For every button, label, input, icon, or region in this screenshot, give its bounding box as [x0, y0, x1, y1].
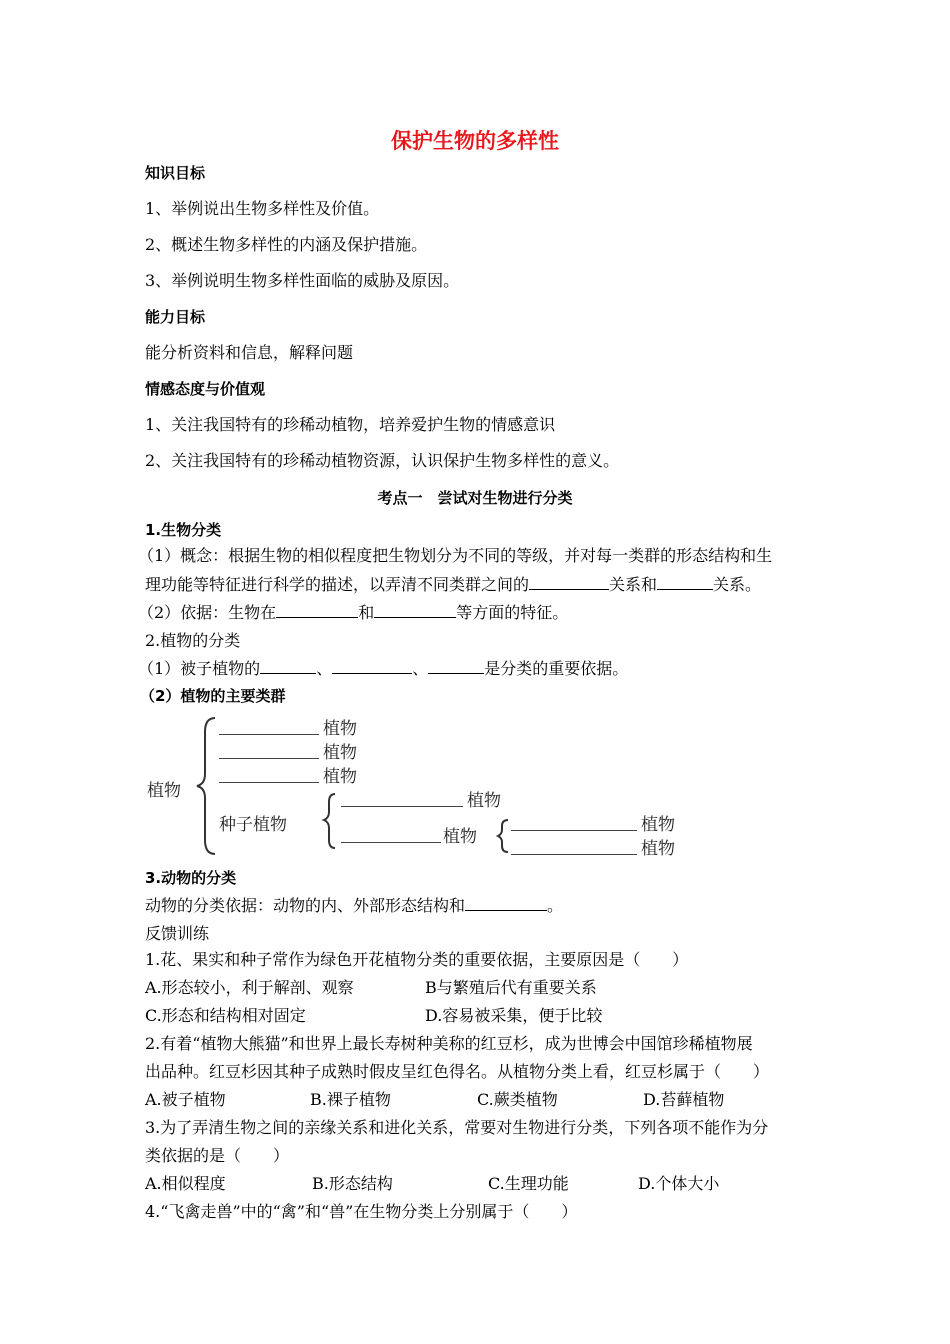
- attitude-item: 2、关注我国特有的珍稀动植物资源，认识保护生物多样性的意义。: [145, 451, 620, 470]
- question-stem: 出品种。红豆杉因其种子成熟时假皮呈红色得名。从植物分类上看，红豆杉属于（ ）: [145, 1062, 770, 1081]
- question-stem: 类依据的是（ ）: [145, 1146, 290, 1165]
- fill-blank[interactable]: [374, 603, 456, 618]
- diagram-blank[interactable]: [511, 830, 637, 831]
- seed-brace: [324, 794, 335, 848]
- fill-blank[interactable]: [332, 659, 412, 674]
- fill-blank[interactable]: [465, 896, 547, 911]
- attitude-item: 1、关注我国特有的珍稀动植物，培养爱护生物的情感意识: [145, 415, 556, 434]
- knowledge-item: 2、概述生物多样性的内涵及保护措施。: [145, 235, 428, 254]
- sub-brace: [498, 820, 508, 852]
- diagram-blank[interactable]: [341, 842, 441, 843]
- question-stem: 2.有着“植物大熊猫”和世界上最长寿树种美称的红豆杉，成为世博会中国馆珍稀植物展: [145, 1034, 753, 1053]
- diagram-blank[interactable]: [219, 734, 319, 735]
- diagram-suffix: 植物: [323, 719, 357, 739]
- fill-blank[interactable]: [276, 603, 358, 618]
- option-b[interactable]: B.裸子植物: [310, 1090, 391, 1109]
- knowledge-heading: 知识目标: [145, 164, 206, 182]
- diagram-blank[interactable]: [219, 782, 319, 783]
- knowledge-item: 3、举例说明生物多样性面临的威胁及原因。: [145, 271, 460, 290]
- diagram-blank[interactable]: [219, 758, 319, 759]
- section-heading: 考点一 尝试对生物进行分类: [377, 489, 573, 507]
- concept-line: （1）概念：根据生物的相似程度把生物划分为不同的等级，并对每一类群的形态结构和生: [138, 546, 773, 565]
- fill-blank[interactable]: [657, 575, 713, 590]
- fill-blank[interactable]: [428, 659, 484, 674]
- ability-text: 能分析资料和信息，解释问题: [145, 343, 354, 362]
- diagram-suffix: 植物: [443, 827, 477, 847]
- option-d[interactable]: D.个体大小: [638, 1174, 720, 1193]
- animal-basis-line: 动物的分类依据：动物的内、外部形态结构和 。: [145, 896, 564, 915]
- knowledge-item: 1、举例说出生物多样性及价值。: [145, 199, 380, 218]
- diagram-blank[interactable]: [511, 854, 637, 855]
- option-b[interactable]: B与繁殖后代有重要关系: [425, 978, 597, 997]
- option-d[interactable]: D.容易被采集，便于比较: [425, 1006, 603, 1025]
- plant-heading: 2.植物的分类: [145, 631, 241, 650]
- concept-line-2: 理功能等特征进行科学的描述，以弄清不同类群之间的 关系和 关系。: [145, 575, 762, 594]
- question-stem: 3.为了弄清生物之间的亲缘关系和进化关系，常要对生物进行分类，下列各项不能作为分: [145, 1118, 769, 1137]
- option-a[interactable]: A.形态较小，利于解剖、观察: [145, 978, 354, 997]
- attitude-heading: 情感态度与价值观: [145, 380, 266, 398]
- fill-blank[interactable]: [260, 659, 316, 674]
- fill-blank[interactable]: [529, 575, 609, 590]
- option-c[interactable]: C.生理功能: [488, 1174, 569, 1193]
- plant-basis-line: （1）被子植物的 、 、 是分类的重要依据。: [138, 659, 629, 678]
- feedback-heading: 反馈训练: [145, 924, 210, 943]
- diagram-suffix: 植物: [641, 839, 675, 859]
- option-a[interactable]: A.相似程度: [145, 1174, 226, 1193]
- classification-heading: 1.生物分类: [145, 521, 222, 539]
- animal-heading: 3.动物的分类: [145, 869, 237, 887]
- diagram-blank[interactable]: [341, 806, 463, 807]
- option-c[interactable]: C.蕨类植物: [477, 1090, 558, 1109]
- option-a[interactable]: A.被子植物: [145, 1090, 226, 1109]
- plant-classification-diagram: [145, 712, 705, 862]
- document-title: 保护生物的多样性: [391, 129, 559, 153]
- option-c[interactable]: C.形态和结构相对固定: [145, 1006, 306, 1025]
- diagram-seed-plants: 种子植物: [219, 815, 287, 835]
- diagram-suffix: 植物: [467, 791, 501, 811]
- main-brace: [197, 718, 215, 854]
- diagram-suffix: 植物: [323, 767, 357, 787]
- basis-line: （2）依据：生物在 和 等方面的特征。: [138, 603, 569, 622]
- question-stem: 1.花、果实和种子常作为绿色开花植物分类的重要依据，主要原因是（ ）: [145, 950, 689, 969]
- option-b[interactable]: B.形态结构: [312, 1174, 393, 1193]
- diagram-suffix: 植物: [323, 743, 357, 763]
- diagram-root: 植物: [147, 781, 181, 801]
- diagram-suffix: 植物: [641, 815, 675, 835]
- plant-groups-heading: （2）植物的主要类群: [140, 687, 286, 705]
- option-d[interactable]: D.苔藓植物: [643, 1090, 725, 1109]
- question-stem: 4.“飞禽走兽”中的“禽”和“兽”在生物分类上分别属于（ ）: [145, 1202, 578, 1221]
- ability-heading: 能力目标: [145, 308, 206, 326]
